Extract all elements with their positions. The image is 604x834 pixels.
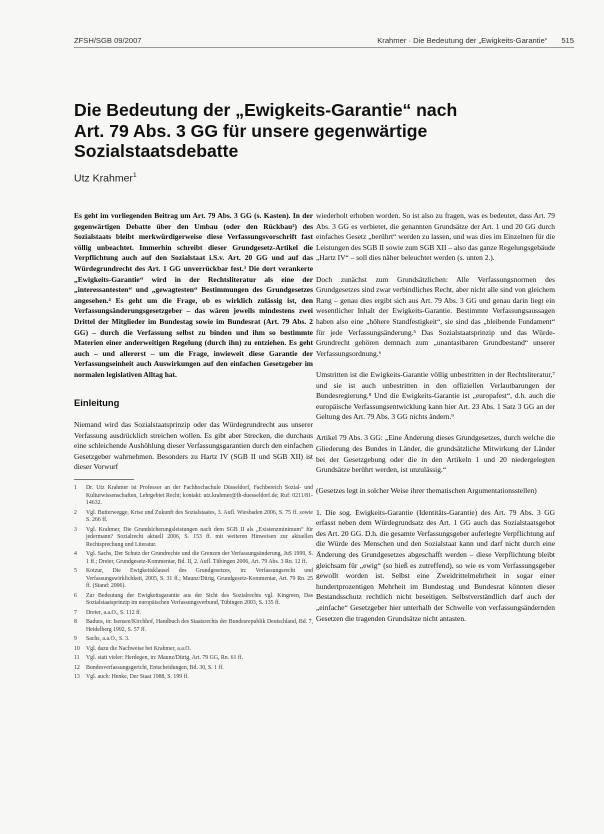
footnote [74,636,313,644]
footnote-text: Vgl. Butterwegge, Krise und Zukunft des Sozialstaates, 3. Aufl. Wiesbaden 2006, S. 75 ff. sowie S. 266 ff. [86,509,313,524]
title-line: Art. 79 Abs. 3 GG für unsere gegenwärtige [74,120,428,141]
article-title [74,100,544,162]
section-heading: Einleitung [74,396,120,408]
footnote-number: 7 [74,609,77,616]
footnote-number: 1 [74,485,77,492]
footnote-text: Vgl. Sachs, Der Schutz der Grundrechte und die Grenzen der Verfassungsänderung, JuS 1999, S. 1 ff.; Dreier, Grundgesetz-Kommentar, Bd. II, 2. Aufl. Tübingen 2006, Art. 79 Abs. 3 Rn. 12 ff. [86,551,313,565]
footnote-text: Badura, in: Isensee/Kirchhof, Handbuch des Staatsrechts der Bundesrepublik Deutschland, Bd. 7, Heidelberg 1992, S. 57 ff. [86,619,313,633]
footnote-number: 3 [74,526,77,533]
body-paragraph: Umstritten ist die Ewigkeits-Garantie völlig unbestritten in der Rechtsliteratur,⁷ und sie ist auch unbestritten in den offiziellen Verlautbarungen der Bundesregierung.⁸ Und die Ewigkeits-Garantie ist „europafest“, d.h. auch die europäische Verfassungsentwicklung kann hier Art. 23 Abs. 1 Satz 3 GG an der Geltung des Art. 79 Abs. 3 GG nichts ändern.⁹ [316,369,555,422]
footnote [74,665,313,673]
footnote-text: Sachs, a.a.O., S. 3. [86,636,130,643]
footnote-number: 9 [74,636,77,643]
left-column [74,211,313,684]
footnote-text: Vgl. Krahmer, Die Grundsicherungsleistungen nach dem SGB II als „Existenzminimum“ für jedermann? Sozialrecht aktuell 2006, S. 153 ff. mit weiteren Hinweisen zur aktuellen Rechtsprechung und Literatur. [86,526,313,548]
footnote-number: 12 [74,664,80,671]
footnote [74,610,313,618]
footnote-number: 6 [74,592,77,599]
footnote-text: Vgl. dazu die Nachweise bei Krahmer, a.a.O. [86,645,191,652]
body-paragraph: (Gesetzes legt in solcher Weise ihrer thematischen Argumentationsstellen) [316,486,537,496]
footnote-text: Zur Bedeutung der Ewigkeitsgarantie aus der Sicht des Sozialrechts vgl. Kingreen, Das Sozialstaatsprinzip im europäischen Verfassungsverbund, Tübingen 2003, S. 135 ff. [86,592,313,607]
footnote-number: 8 [74,619,77,626]
title-line: Sozialstaatsdebatte [74,141,239,161]
footnote [74,619,313,634]
author-footnote-mark: 1 [132,172,137,179]
footnote [74,527,313,550]
body-paragraph: 1. Die sog. Ewigkeits-Garantie (Identitäts-Garantie) des Art. 79 Abs. 3 GG erfasst neben dem Würdegrundsatz des Art. 1 GG auch das Sozialstaatsgebot des Art. 20 GG. D.h. die gesamte Verfassungsgeber auferlegte Verpflichtung auf die Würde des Menschen und den Sozialstaat kann und darf nicht durch eine Änderung des Grundgesetzes abgeschafft werden – diese Verpflichtung bleibt gleichsam für „ewig“ (so hieß es zutreffend), so wie es vom Verfassungsgeber gewollt worden ist. Selbst eine Zweidrittelmehrheit in sogar einer hundertprozentigen Mehrheit im Bundestag und Bundesrat könnten dieser Bestandsschutz rechtlich nicht beseitigen. Selbstverständlich darf auch der „einfache“ Gesetzgeber hier unterhalb der Schwelle von verfassungsändernden Gesetzen die tragenden Grundsätze nicht antasten. [316,507,555,623]
journal-reference: ZFSH/SGB 09/2007 [74,36,142,45]
footnote-text: Dreier, a.a.O., S. 112 ff. [86,609,142,616]
footnote [74,593,313,608]
footnote [74,485,313,508]
abstract-paragraph: Es geht im vorliegenden Beitrag um Art. 79 Abs. 3 GG (s. Kasten). In der gegenwärtigen Debatte über den Umbau (oder den Rückbau²) des Sozialstaats bleibt merkwürdigerweise diese Verfassungsvorschrift fast völlig unbeachtet. Immerhin schreibt dieser Grundgesetz-Artikel die Verpflichtung auch auf den Sozialstaat i.S.v. Art. 20 GG und auf das Würdegrundrecht des Art. 1 GG unverrückbar fest.³ Die dort verankerte „Ewigkeits-Garantie“ wird in der Rechtsliteratur als eine der „interessantesten“ und „gewagtesten“ Bestimmungen des Grundgesetzes angesehen.⁴ Es geht um die Frage, ob es wirklich zulässig ist, den Verfassungsänderungsgesetzgeber – das wären jeweils mindestens zwei Drittel der Mitglieder im Bundestag sowie im Bundesrat (Art. 79 Abs. 2 GG) – durch die Verfassung selbst zu binden und ihm so bestimmte Materien einer anderweitigen Regelung (durch ihn) zu entziehen. Es geht auch – und allererst – um die Frage, inwieweit diese Garantie der Verfassungseinheit auch Auswirkungen auf den einfachen Gesetzgeber im normalen legislativen Alltag hat. [74,211,313,379]
author-line [74,172,137,185]
article-quote-paragraph: Artikel 79 Abs. 3 GG: „Eine Änderung dieses Grundgesetzes, durch welche die Gliederung des Bundes in Länder, die grundsätzliche Mitwirkung der Länder bei der Gesetzgebung oder die in den Artikeln 1 und 20 niedergelegten Grundsätze berührt werden, ist unzulässig.“ [316,433,555,475]
footnote-rule [74,479,134,480]
footnote-text: Kotzur, Die Ewigkeitsklausel des Grundgesetzes, in: Verfassungsrecht und Verfassungswirklichkeit, 2005, S. 31 ff.; Maunz/Dürig, Grundgesetz-Kommentar, Art. 79 Rn. 25 ff. (Stand: 2006). [86,568,313,590]
footnote-number: 11 [74,655,80,662]
footnote [74,510,313,525]
footnote [74,646,313,654]
footnote-number: 4 [74,551,77,558]
footnote-number: 5 [74,568,77,575]
footnote-text: Vgl. auch: Henke, Der Staat 1988, S. 199 ff. [86,674,189,681]
title-line: Die Bedeutung der „Ewigkeits-Garantie“ nach [74,100,458,120]
footnote-text: Vgl. statt vieler: Herdegen, in: Maunz/Dürig, Art. 79 GG, Rn. 61 ff. [86,655,244,662]
footnote [74,674,313,682]
running-header [377,36,574,45]
footnote [74,655,313,663]
body-paragraph: Doch zunächst zum Grundsätzlichen: Alle Verfassungsnormen des Grundgesetzes sind zwar verbindliches Recht, aber nicht alle sind von gleichem Rang – genau dies ergibt sich aus Art. 79 Abs. 3 GG und genau darin liegt ein wesentlicher Inhalt der Ewigkeits-Garantie. Bestimmte Verfassungsaussagen haben also eine „höhere Standfestigkeit“, sie sind das „bleibende Fundament“ für jede Verfassungsänderung.⁵ Das Sozialstaatsprinzip und das Würde-Grundrecht gehören demnach zum „unantastbaren Grundbestand“ unserer Verfassungsordnung.⁶ [316,274,555,358]
footnote [74,551,313,566]
intro-paragraph: Niemand wird das Sozialstaatsprinzip oder das Würdegrundrecht aus unserer Verfassung ausdrücklich streichen wollen. Es gibt aber Strecken, die durchaus eine schleichende Aushöhlung dieser Verfassungsgarantien durch den einfachen Gesetzgeber wahrnehmen. Besonders zu Hartz IV (SGB II und SGB XII) ist dieser Vorwurf [74,420,313,472]
body-paragraph: wiederholt erhoben worden. So ist also zu fragen, was es bedeutet, dass Art. 79 Abs. 3 GG es verbietet, die genannten Grundsätze der Art. 1 und 20 GG durch einfaches Gesetz „berührt“ werden zu lassen, und was dies im Einzelnen für die Leistungen des SGB II sowie zum SGB XII – also das ganze Regelungsgebäude „Hartz IV“ – soll dies näher beleuchtet werden (s. unten 2.). [316,211,555,263]
footnote-text: Bundesverfassungsgericht, Entscheidungen, Bd. 30, S. 1 ff. [86,664,224,671]
running-title: Krahmer · Die Bedeutung der „Ewigkeits-Garantie“ [377,36,548,45]
page-number: 515 [561,36,574,45]
author-name: Utz Krahmer [74,172,133,185]
header-rule [74,47,574,48]
footnote-number: 13 [74,674,80,681]
right-column [316,211,555,624]
footnote [74,568,313,591]
footnote-number: 2 [74,509,77,516]
footnote-text: Dr. Utz Krahmer ist Professor an der Fachhochschule Düsseldorf, Fachbereich Sozial- und Kulturwissenschaften, Lehrgebiet Recht; kontakt: utz.krahmer@fh-duesseldorf.de; Ruf: 0211/81-14632. [86,485,313,507]
footnote-number: 10 [74,645,80,652]
footnotes [74,485,313,682]
